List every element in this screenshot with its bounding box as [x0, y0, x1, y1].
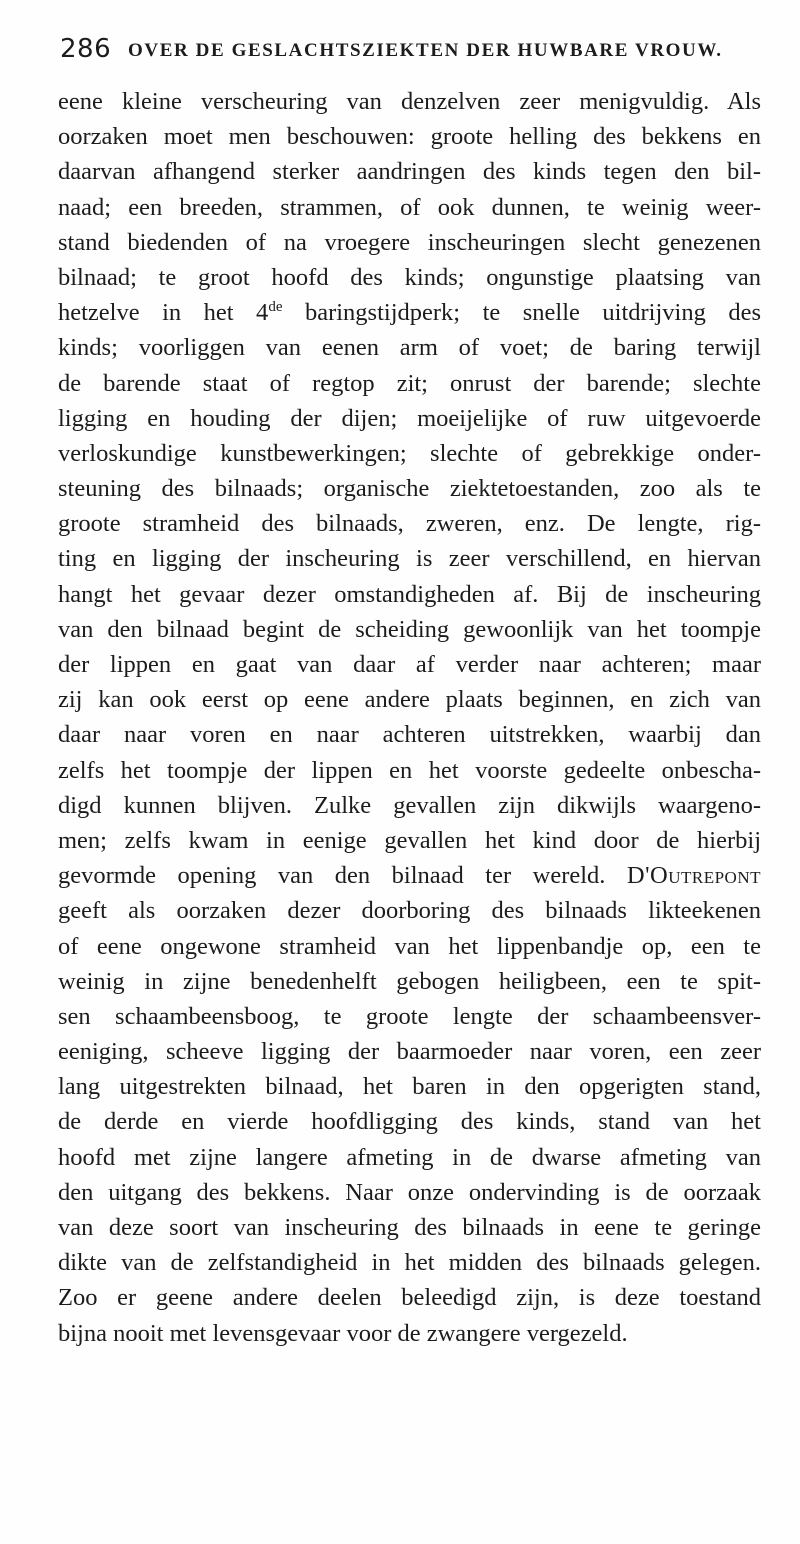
- text-line: lang uitgestrekten bilnaad, het baren in den opgerigten stand,: [58, 1073, 761, 1101]
- body-text: [58, 84, 761, 1351]
- text-line: digd kunnen blijven. Zulke gevallen zijn dikwijls waargeno-: [58, 791, 761, 819]
- text-line: hangt het gevaar dezer omstandigheden af. Bij de inscheuring: [58, 580, 761, 608]
- text-segment: hetzelve in het 4: [58, 299, 269, 327]
- text-line: zelfs het toompje der lippen en het voorste gedeelte onbescha-: [58, 756, 761, 784]
- text-line: eene kleine verscheuring van denzelven zeer menigvuldig. Als: [58, 88, 761, 115]
- text-line: de barende staat of regtop zit; onrust der barende; slechte: [58, 369, 761, 397]
- text-line: [58, 858, 761, 893]
- text-line: oorzaken moet men beschouwen: groote helling des bekkens en: [58, 123, 761, 151]
- text-line: eeniging, scheeve ligging der baarmoeder naar voren, een zeer: [58, 1038, 761, 1066]
- text-line: steuning des bilnaads; organische ziektetoestanden, zoo als te: [58, 475, 761, 503]
- text-line: [58, 295, 761, 330]
- text-line: kinds; voorliggen van eenen arm of voet; de baring terwijl: [58, 334, 761, 362]
- text-line: Zoo er geene andere deelen beleedigd zijn, is deze toestand: [58, 1284, 761, 1312]
- text-line: de derde en vierde hoofdligging des kinds, stand van het: [58, 1108, 761, 1136]
- text-line: ting en ligging der inscheuring is zeer verschillend, en hiervan: [58, 545, 761, 573]
- text-line: geeft als oorzaken dezer doorboring des bilnaads likteekenen: [58, 897, 761, 925]
- text-line: men; zelfs kwam in eenige gevallen het kind door de hierbij: [58, 826, 761, 854]
- author-name: D'Outrepont: [626, 862, 761, 890]
- text-line: van deze soort van inscheuring des bilnaads in eene te geringe: [58, 1214, 761, 1241]
- text-line: bijna nooit met levensgevaar voor de zwangere vergezeld.: [58, 1319, 628, 1347]
- text-line: verloskundige kunstbewerkingen; slechte of gebrekkige onder-: [58, 439, 761, 467]
- page-number: 286: [60, 34, 112, 64]
- text-segment: gevormde opening van den bilnaad ter wereld.: [58, 862, 627, 890]
- text-line: dikte van de zelfstandigheid in het midden des bilnaads gelegen.: [58, 1249, 761, 1277]
- running-head: [60, 34, 760, 70]
- text-line: hoofd met zijne langere afmeting in de dwarse afmeting van: [58, 1143, 761, 1171]
- text-line: groote stramheid des bilnaads, zweren, enz. De lengte, rig-: [58, 510, 761, 538]
- text-line: den uitgang des bekkens. Naar onze ondervinding is de oorzaak: [58, 1178, 761, 1206]
- text-line: naad; een breeden, strammen, of ook dunnen, te weinig weer-: [58, 193, 761, 221]
- text-line: van den bilnaad begint de scheiding gewoonlijk van het toompje: [58, 615, 761, 643]
- text-line: daarvan afhangend sterker aandringen des kinds tegen den bil-: [58, 158, 761, 186]
- text-line: stand biedenden of na vroegere inscheuringen slecht genezenen: [58, 228, 761, 256]
- text-line: der lippen en gaat van daar af verder naar achteren; maar: [58, 651, 761, 678]
- text-line: weinig in zijne benedenhelft gebogen heiligbeen, een te spit-: [58, 967, 761, 995]
- text-line: ligging en houding der dijen; moeijelijke of ruw uitgevoerde: [58, 404, 761, 432]
- text-line: zij kan ook eerst op eene andere plaats beginnen, en zich van: [58, 686, 761, 714]
- text-line: of eene ongewone stramheid van het lippenbandje op, een te: [58, 932, 761, 960]
- text-line: bilnaad; te groot hoofd des kinds; ongunstige plaatsing van: [58, 263, 761, 291]
- text-line: daar naar voren en naar achteren uitstrekken, waarbij dan: [58, 721, 761, 749]
- text-segment: baringstijdperk; te snelle uitdrijving des: [282, 299, 761, 327]
- ordinal-superscript: de: [268, 299, 283, 316]
- text-line: sen schaambeensboog, te groote lengte der schaambeensver-: [58, 1002, 761, 1030]
- running-title: OVER DE GESLACHTSZIEKTEN DER HUWBARE VROUW.: [128, 40, 723, 61]
